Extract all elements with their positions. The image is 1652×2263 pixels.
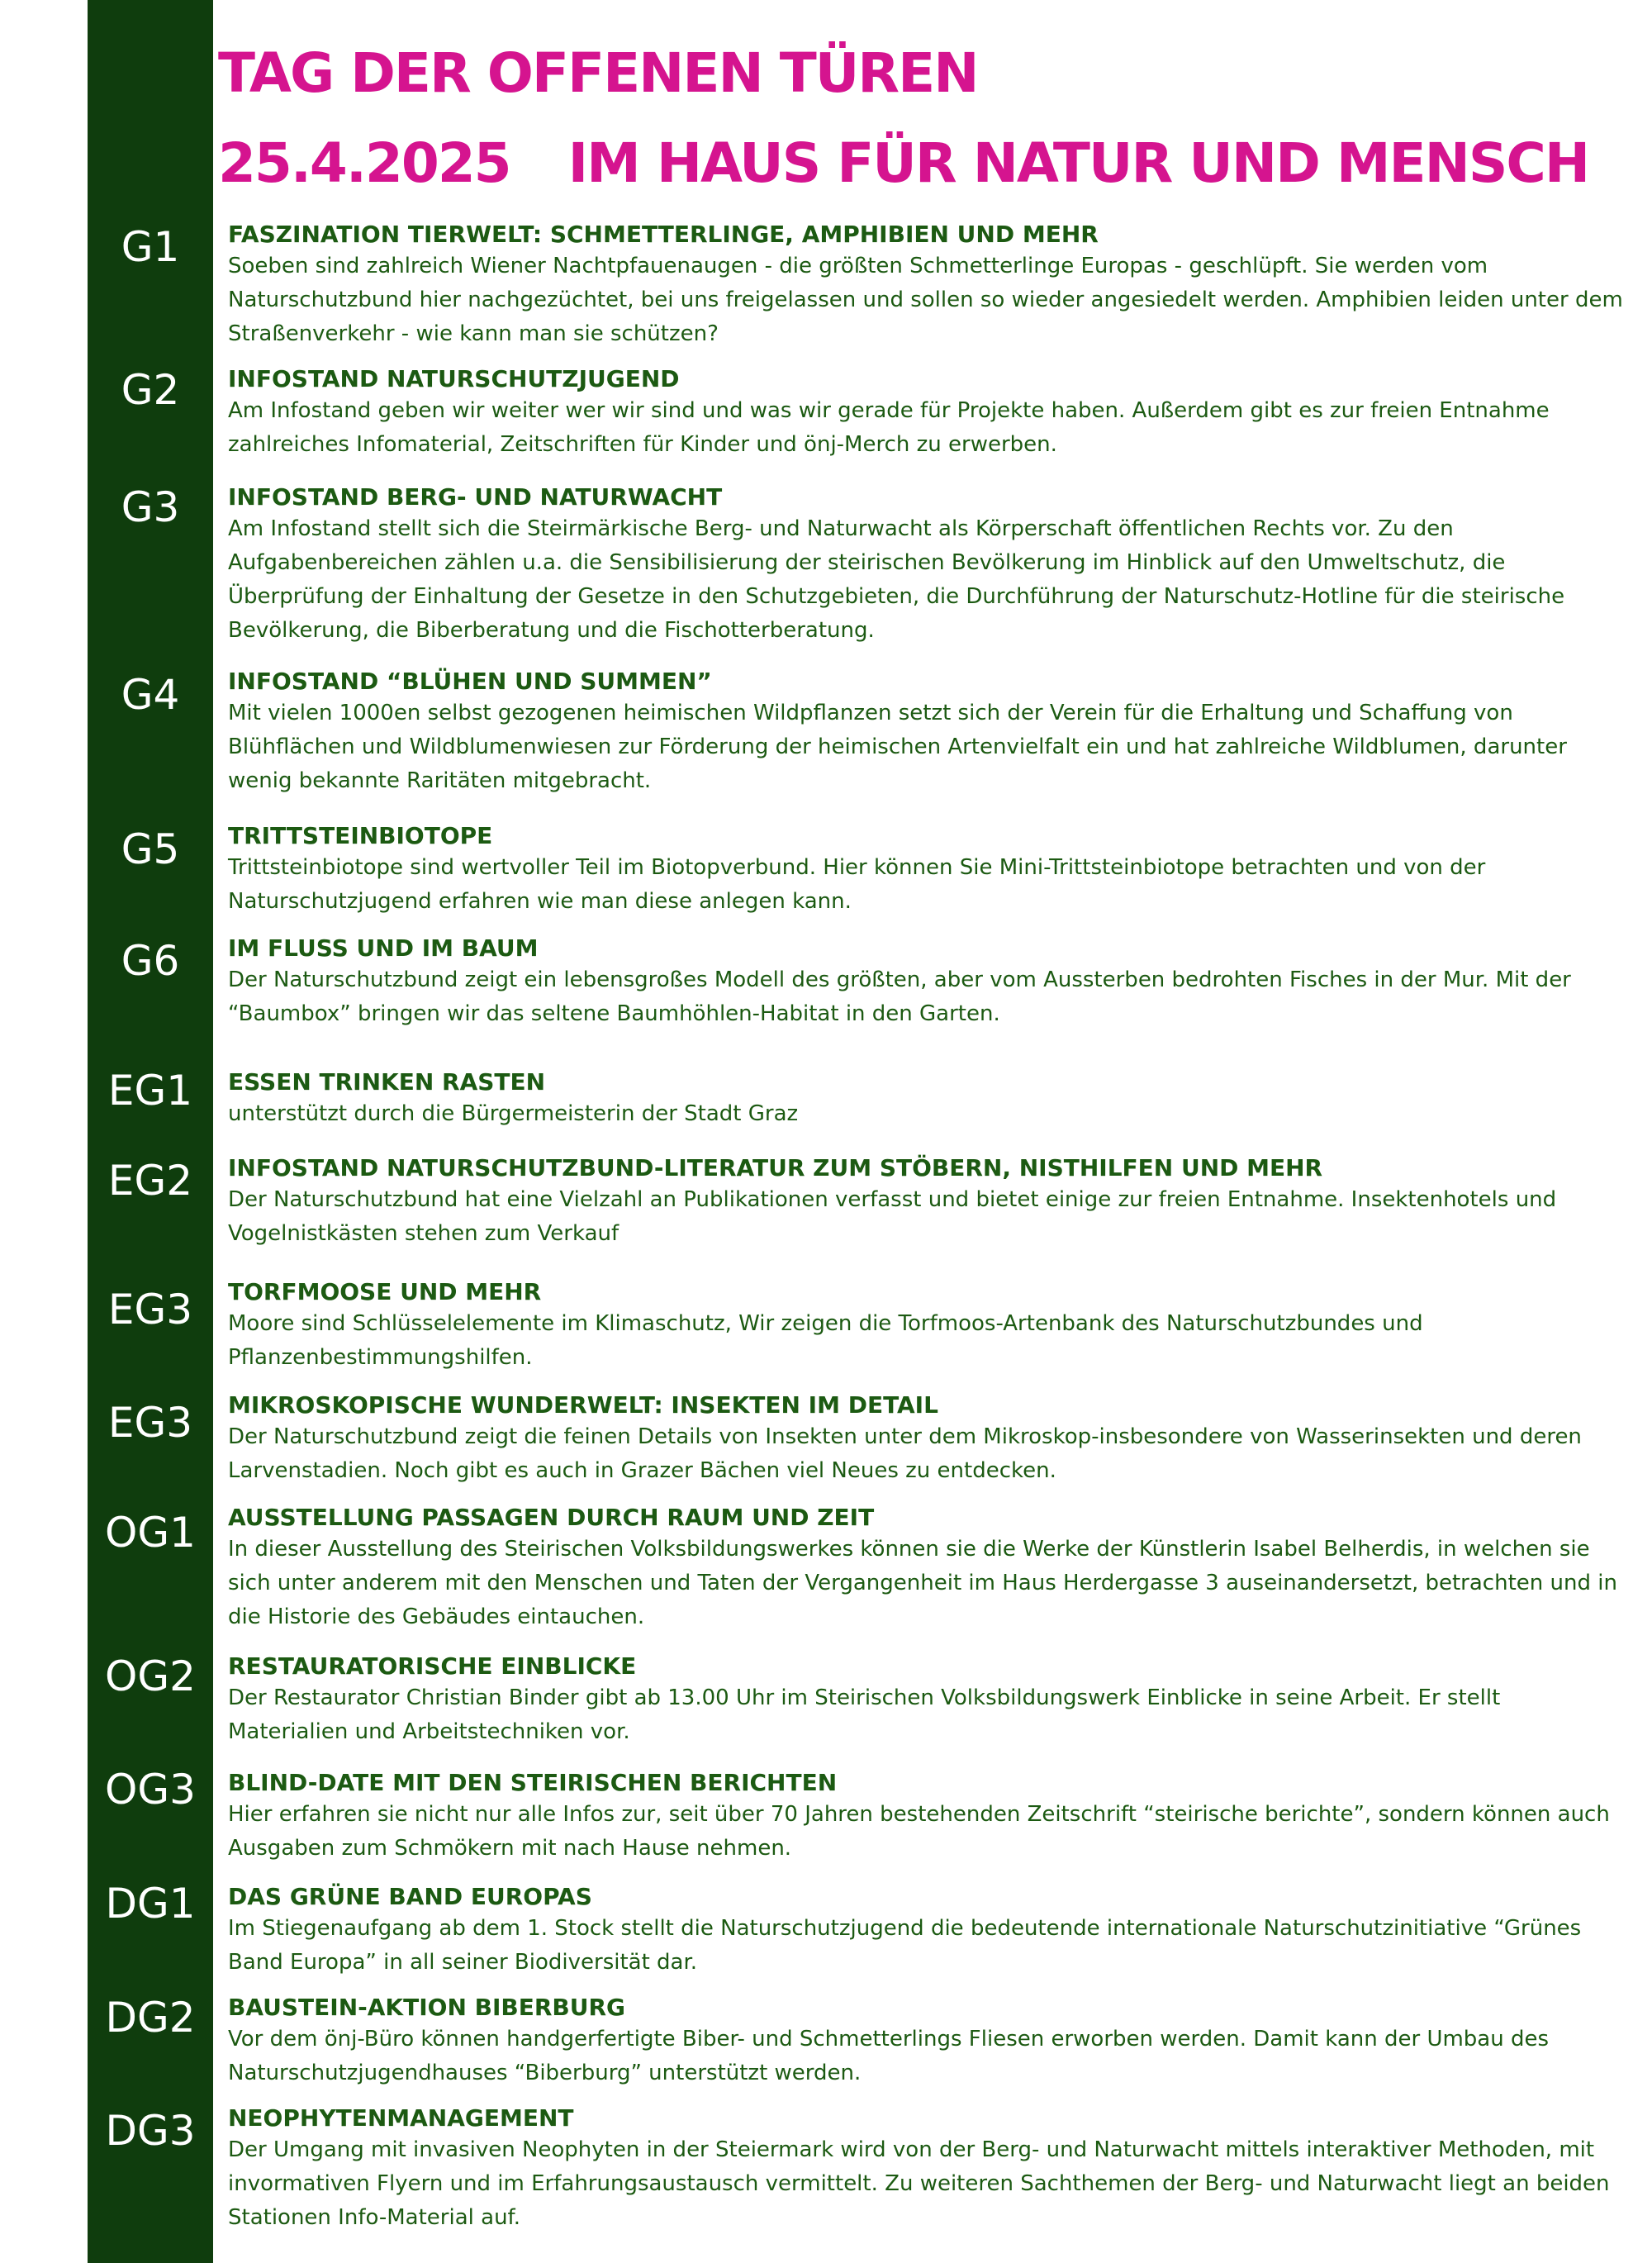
page-title: TAG DER OFFENEN TÜREN bbox=[218, 41, 978, 105]
station-heading: TRITTSTEINBIOTOPE bbox=[228, 822, 493, 849]
station-g4 bbox=[228, 668, 1624, 798]
station-description: Der Naturschutzbund hat eine Vielzahl an Publikationen verfasst und bietet einige zur freien Entnahme. Insektenhotels und Vogelnistkästen stehen zum Verkauf bbox=[228, 1187, 1557, 1246]
station-heading: RESTAURATORISCHE EINBLICKE bbox=[228, 1652, 637, 1680]
station-description: Der Naturschutzbund zeigt ein lebensgroßes Modell des größten, aber vom Aussterben bedrohten Fisches in der Mur. Mit der “Baumbox” bringen wir das seltene Baumhöhlen-Habitat in den Garten. bbox=[228, 967, 1571, 1026]
station-heading: AUSSTELLUNG PASSAGEN DURCH RAUM UND ZEIT bbox=[228, 1504, 875, 1531]
station-code: OG2 bbox=[105, 1652, 196, 1700]
station-description: Hier erfahren sie nicht nur alle Infos zur, seit über 70 Jahren bestehenden Zeitschrift “steirische berichte”, sondern können auch Ausgaben zum Schmökern mit nach Hause nehmen. bbox=[228, 1802, 1610, 1861]
station-heading: MIKROSKOPISCHE WUNDERWELT: INSEKTEN IM DETAIL bbox=[228, 1391, 938, 1419]
station-description: Am Infostand stellt sich die Steirmärkische Berg- und Naturwacht als Körperschaft öffentlichen Rechts vor. Zu den Aufgabenbereichen zählen u.a. die Sensibilisierung der steirischen Bevölkerung im Hinblick auf den Umweltschutz, die Überprüfung der Einhaltung der Gesetze in den Schutzgebieten, die Durchführung der Naturschutz-Hotline für die steirische Bevölkerung, die Biberberatung und die Fischotterberatung. bbox=[228, 516, 1565, 643]
station-heading: TORFMOOSE UND MEHR bbox=[228, 1278, 542, 1305]
station-g3 bbox=[228, 483, 1624, 648]
station-og1 bbox=[228, 1504, 1624, 1634]
station-description: In dieser Ausstellung des Steirischen Volksbildungswerkes können sie die Werke der Künstlerin Isabel Belherdis, in welchen sie sich unter anderem mit den Menschen und Taten der Vergangenheit im Haus Herdergasse 3 auseinandersetzt, betrachten und in die Historie des Gebäudes eintauchen. bbox=[228, 1537, 1617, 1629]
station-description: Vor dem önj-Büro können handgerfertigte Biber- und Schmetterlings Fliesen erworben werden. Damit kann der Umbau des Naturschutzjugendhauses “Biberburg” unterstützt werden. bbox=[228, 2027, 1550, 2085]
station-code: G5 bbox=[121, 825, 180, 873]
station-description: Der Restaurator Christian Binder gibt ab 13.00 Uhr im Steirischen Volksbildungswerk Einblicke in seine Arbeit. Er stellt Materialien und Arbeitstechniken vor. bbox=[228, 1685, 1501, 1744]
station-code: G3 bbox=[121, 483, 180, 531]
station-eg2 bbox=[228, 1154, 1624, 1251]
station-code: G2 bbox=[121, 366, 180, 414]
station-description: Im Stiegenaufgang ab dem 1. Stock stellt die Naturschutzjugend die bedeutende internationale Naturschutzinitiative “Grünes Band Europa” in all seiner Biodiversität dar. bbox=[228, 1916, 1582, 1975]
station-heading: INFOSTAND NATURSCHUTZBUND-LITERATUR ZUM STÖBERN, NISTHILFEN UND MEHR bbox=[228, 1154, 1323, 1181]
event-location: IM HAUS FÜR NATUR UND MENSCH bbox=[567, 131, 1589, 195]
station-code: G1 bbox=[121, 223, 180, 271]
station-code: EG1 bbox=[107, 1067, 193, 1115]
station-heading: INFOSTAND NATURSCHUTZJUGEND bbox=[228, 365, 680, 392]
station-g6 bbox=[228, 934, 1624, 1031]
station-heading: IM FLUSS UND IM BAUM bbox=[228, 934, 539, 962]
station-dg3 bbox=[228, 2104, 1624, 2235]
station-description: Am Infostand geben wir weiter wer wir sind und was wir gerade für Projekte haben. Außerdem gibt es zur freien Entnahme zahlreiches Infomaterial, Zeitschriften für Kinder und önj-Merch zu erwerben. bbox=[228, 398, 1550, 457]
station-code: EG2 bbox=[107, 1157, 193, 1205]
station-dg1 bbox=[228, 1883, 1624, 1980]
station-eg1 bbox=[228, 1068, 1624, 1131]
station-code: DG1 bbox=[105, 1880, 196, 1928]
station-description: Mit vielen 1000en selbst gezogenen heimischen Wildpflanzen setzt sich der Verein für die Erhaltung und Schaffung von Blühflächen und Wildblumenwiesen zur Förderung der heimischen Artenvielfalt ein und hat zahlreiche Wildblumen, darunter wenig bekannte Raritäten mitgebracht. bbox=[228, 701, 1567, 793]
station-code: DG2 bbox=[105, 1994, 196, 2042]
station-description: Der Umgang mit invasiven Neophyten in der Steiermark wird von der Berg- und Naturwacht mittels interaktiver Methoden, mit invormativen Flyern und im Erfahrungsaustausch vermittelt. Zu weiteren Sachthemen der Berg- und Naturwacht liegt an beiden Stationen Info-Material auf. bbox=[228, 2137, 1610, 2230]
station-heading: BAUSTEIN-AKTION BIBERBURG bbox=[228, 1994, 626, 2021]
station-og2 bbox=[228, 1652, 1624, 1749]
station-heading: NEOPHYTENMANAGEMENT bbox=[228, 2104, 574, 2132]
station-code: OG1 bbox=[105, 1509, 196, 1557]
station-code: EG3 bbox=[107, 1399, 193, 1447]
station-code: OG3 bbox=[105, 1766, 196, 1814]
station-description: Der Naturschutzbund zeigt die feinen Details von Insekten unter dem Mikroskop-insbesondere von Wasserinsekten und deren Larvenstadien. Noch gibt es auch in Grazer Bächen viel Neues zu entdecken. bbox=[228, 1424, 1582, 1483]
station-description: Trittsteinbiotope sind wertvoller Teil im Biotopverbund. Hier können Sie Mini-Trittsteinbiotope betrachten und von der Naturschutzjugend erfahren wie man diese anlegen kann. bbox=[228, 855, 1486, 914]
station-eg3-mikroskop bbox=[228, 1391, 1624, 1488]
event-date: 25.4.2025 bbox=[218, 131, 510, 195]
station-code: G6 bbox=[121, 937, 180, 985]
station-dg2 bbox=[228, 1994, 1624, 2090]
station-description: unterstützt durch die Bürgermeisterin der Stadt Graz bbox=[228, 1101, 799, 1126]
station-code: DG3 bbox=[105, 2107, 196, 2155]
station-heading: ESSEN TRINKEN RASTEN bbox=[228, 1068, 546, 1096]
station-heading: FASZINATION TIERWELT: SCHMETTERLINGE, AMPHIBIEN UND MEHR bbox=[228, 221, 1099, 248]
station-description: Soeben sind zahlreich Wiener Nachtpfauenaugen - die größten Schmetterlinge Europas - geschlüpft. Sie werden vom Naturschutzbund hier nachgezüchtet, bei uns freigelassen und sollen so wieder angesiedelt werden. Amphibien leiden unter dem Straßenverkehr - wie kann man sie schützen? bbox=[228, 254, 1623, 346]
station-eg3-torfmoose bbox=[228, 1278, 1624, 1375]
station-heading: INFOSTAND BERG- UND NATURWACHT bbox=[228, 483, 723, 511]
station-description: Moore sind Schlüsselelemente im Klimaschutz, Wir zeigen die Torfmoos-Artenbank des Naturschutzbundes und Pflanzenbestimmungshilfen. bbox=[228, 1311, 1423, 1370]
station-heading: BLIND-DATE MIT DEN STEIRISCHEN BERICHTEN bbox=[228, 1769, 838, 1796]
station-g2 bbox=[228, 365, 1624, 462]
page-subtitle bbox=[218, 131, 1589, 195]
station-og3 bbox=[228, 1769, 1624, 1866]
station-g1 bbox=[228, 221, 1624, 351]
station-heading: DAS GRÜNE BAND EUROPAS bbox=[228, 1883, 592, 1910]
station-g5 bbox=[228, 822, 1624, 919]
station-code: G4 bbox=[121, 671, 180, 719]
station-code: EG3 bbox=[107, 1286, 193, 1334]
station-heading: INFOSTAND “BLÜHEN UND SUMMEN” bbox=[228, 668, 712, 695]
